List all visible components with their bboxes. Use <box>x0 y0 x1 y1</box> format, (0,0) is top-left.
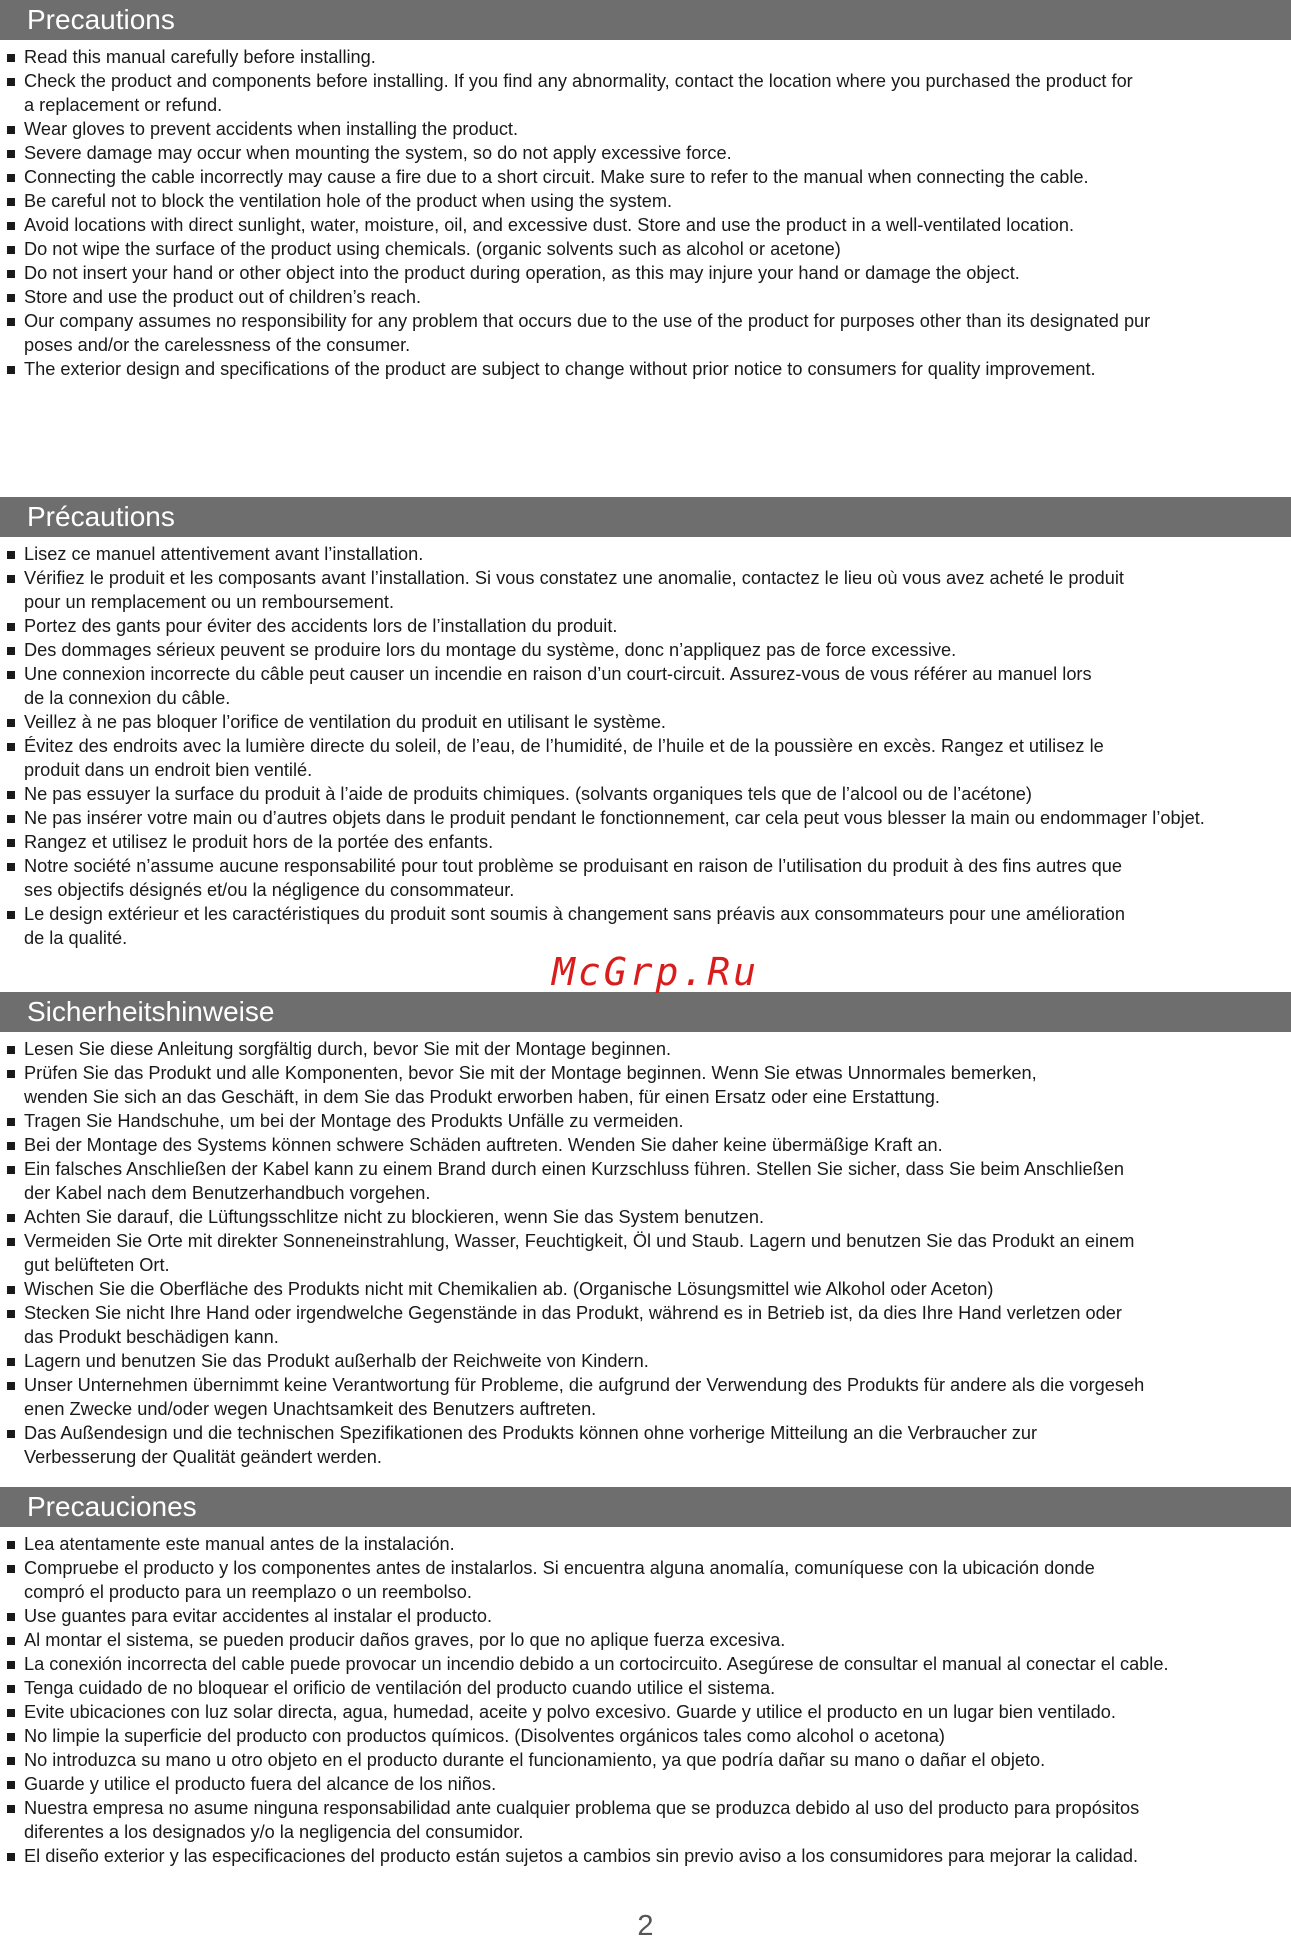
item-text: Achten Sie darauf, die Lüftungsschlitze nicht zu blockieren, wenn Sie das System benutzen. <box>24 1207 765 1227</box>
item-text: Guarde y utilice el producto fuera del alcance de los niños. <box>24 1774 497 1794</box>
item-text: Read this manual carefully before installing. <box>24 47 376 67</box>
list-item <box>0 782 1291 806</box>
item-text: Lesen Sie diese Anleitung sorgfältig durch, bevor Sie mit der Montage beginnen. <box>24 1039 672 1059</box>
bullet-square-icon <box>7 815 15 823</box>
list-item <box>0 710 1291 734</box>
item-text: Vérifiez le produit et les composants avant l’installation. Si vous constatez une anomalie, contactez le lieu où vous avez acheté le produit pour un remplacement ou un remboursement. <box>24 568 1124 612</box>
item-text: Rangez et utilisez le produit hors de la portée des enfants. <box>24 832 494 852</box>
item-text: Severe damage may occur when mounting the system, so do not apply excessive force. <box>24 143 732 163</box>
bullet-square-icon <box>7 671 15 679</box>
list-item <box>0 1748 1291 1772</box>
bullet-square-icon <box>7 1142 15 1150</box>
list-item <box>0 1652 1291 1676</box>
item-text: Ne pas insérer votre main ou d’autres objets dans le produit pendant le fonctionnement, car cela peut vous blesser la main ou endommager l’objet. <box>24 808 1205 828</box>
bullet-square-icon <box>7 743 15 751</box>
section-title: Précautions <box>0 497 1291 537</box>
item-text: Stecken Sie nicht Ihre Hand oder irgendwelche Gegenstände in das Produkt, während es in Betrieb ist, da dies Ihre Hand verletzen oder das Produkt beschädigen kann. <box>24 1303 1122 1347</box>
list-item <box>0 141 1291 165</box>
item-text: Al montar el sistema, se pueden producir daños graves, por lo que no aplique fuerza excesiva. <box>24 1630 786 1650</box>
bullet-square-icon <box>7 1757 15 1765</box>
bullet-square-icon <box>7 1661 15 1669</box>
section-precautions-es <box>0 1487 1291 1868</box>
bullet-square-icon <box>7 551 15 559</box>
bullet-square-icon <box>7 1685 15 1693</box>
bullet-square-icon <box>7 719 15 727</box>
bullet-square-icon <box>7 1214 15 1222</box>
item-text: Store and use the product out of children’s reach. <box>24 287 422 307</box>
list-item <box>0 1037 1291 1061</box>
list-item <box>0 734 1291 782</box>
list-item <box>0 1421 1291 1469</box>
list-item <box>0 806 1291 830</box>
section-precautions-fr <box>0 497 1291 950</box>
list-item <box>0 1373 1291 1421</box>
section-precautions-de <box>0 992 1291 1469</box>
item-text: Use guantes para evitar accidentes al instalar el producto. <box>24 1606 493 1626</box>
section-title: Sicherheitshinweise <box>0 992 1291 1032</box>
list-item <box>0 854 1291 902</box>
item-text: Lea atentamente este manual antes de la instalación. <box>24 1534 455 1554</box>
bullet-square-icon <box>7 270 15 278</box>
bullet-square-icon <box>7 78 15 86</box>
precautions-list <box>0 1037 1291 1469</box>
bullet-square-icon <box>7 54 15 62</box>
section-title: Precauciones <box>0 1487 1291 1527</box>
list-item <box>0 1700 1291 1724</box>
list-item <box>0 1628 1291 1652</box>
item-text: Une connexion incorrecte du câble peut causer un incendie en raison d’un court-circuit. Assurez-vous de vous référer au manuel lors de la connexion du câble. <box>24 664 1092 708</box>
list-item <box>0 1277 1291 1301</box>
list-item <box>0 261 1291 285</box>
list-item <box>0 45 1291 69</box>
item-text: Lisez ce manuel attentivement avant l’installation. <box>24 544 424 564</box>
list-item <box>0 1724 1291 1748</box>
list-item <box>0 69 1291 117</box>
bullet-square-icon <box>7 839 15 847</box>
item-text: Nuestra empresa no asume ninguna responsabilidad ante cualquier problema que se produzca debido al uso del producto para propósitos diferentes a los designados y/o la negligencia del consumidor. <box>24 1798 1140 1842</box>
item-text: Wear gloves to prevent accidents when installing the product. <box>24 119 519 139</box>
item-text: Tragen Sie Handschuhe, um bei der Montage des Produkts Unfälle zu vermeiden. <box>24 1111 684 1131</box>
bullet-square-icon <box>7 1310 15 1318</box>
bullet-square-icon <box>7 623 15 631</box>
list-item <box>0 902 1291 950</box>
item-text: Do not wipe the surface of the product using chemicals. (organic solvents such as alcohol or acetone) <box>24 239 841 259</box>
item-text: Ne pas essuyer la surface du produit à l’aide de produits chimiques. (solvants organiques tels que de l’alcool ou de l’acétone) <box>24 784 1032 804</box>
list-item <box>0 1229 1291 1277</box>
bullet-square-icon <box>7 863 15 871</box>
bullet-square-icon <box>7 911 15 919</box>
item-text: Veillez à ne pas bloquer l’orifice de ventilation du produit en utilisant le système. <box>24 712 666 732</box>
item-text: Le design extérieur et les caractéristiques du produit sont soumis à changement sans préavis aux consommateurs pour une amélioration de la qualité. <box>24 904 1125 948</box>
list-item <box>0 1061 1291 1109</box>
bullet-square-icon <box>7 246 15 254</box>
bullet-square-icon <box>7 126 15 134</box>
bullet-square-icon <box>7 222 15 230</box>
list-item <box>0 1157 1291 1205</box>
bullet-square-icon <box>7 575 15 583</box>
bullet-square-icon <box>7 647 15 655</box>
bullet-square-icon <box>7 1541 15 1549</box>
list-item <box>0 542 1291 566</box>
bullet-square-icon <box>7 1709 15 1717</box>
bullet-square-icon <box>7 1613 15 1621</box>
section-title: Precautions <box>0 0 1291 40</box>
bullet-square-icon <box>7 174 15 182</box>
list-item <box>0 117 1291 141</box>
item-text: The exterior design and specifications of the product are subject to change without prior notice to consumers for quality improvement. <box>24 359 1096 379</box>
list-item <box>0 1844 1291 1868</box>
watermark: McGrp.Ru <box>552 950 760 994</box>
bullet-square-icon <box>7 1046 15 1054</box>
item-text: Portez des gants pour éviter des accidents lors de l’installation du produit. <box>24 616 618 636</box>
bullet-square-icon <box>7 1166 15 1174</box>
bullet-square-icon <box>7 1118 15 1126</box>
precautions-list <box>0 45 1291 381</box>
item-text: Ein falsches Anschließen der Kabel kann zu einem Brand durch einen Kurzschluss führen. Stellen Sie sicher, dass Sie beim Anschließen der Kabel nach dem Benutzerhandbuch vorgehen. <box>24 1159 1124 1203</box>
list-item <box>0 357 1291 381</box>
list-item <box>0 614 1291 638</box>
item-text: No introduzca su mano u otro objeto en el producto durante el funcionamiento, ya que podría dañar su mano o dañar el objeto. <box>24 1750 1046 1770</box>
list-item <box>0 566 1291 614</box>
bullet-square-icon <box>7 1805 15 1813</box>
bullet-square-icon <box>7 1430 15 1438</box>
precautions-list <box>0 1532 1291 1868</box>
item-text: Our company assumes no responsibility for any problem that occurs due to the use of the product for purposes other than its designated pur poses and/or the carelessness of the consumer. <box>24 311 1151 355</box>
list-item <box>0 662 1291 710</box>
list-item <box>0 1556 1291 1604</box>
item-text: No limpie la superficie del producto con productos químicos. (Disolventes orgánicos tales como alcohol o acetona) <box>24 1726 945 1746</box>
list-item <box>0 1772 1291 1796</box>
list-item <box>0 165 1291 189</box>
list-item <box>0 1604 1291 1628</box>
item-text: Notre société n’assume aucune responsabilité pour tout problème se produisant en raison de l’utilisation du produit à des fins autres que ses objectifs désignés et/ou la négligence du consommateur. <box>24 856 1122 900</box>
item-text: Compruebe el producto y los componentes antes de instalarlos. Si encuentra alguna anomalía, comuníquese con la ubicación donde compró el producto para un reemplazo o un reembolso. <box>24 1558 1095 1602</box>
bullet-square-icon <box>7 366 15 374</box>
list-item <box>0 189 1291 213</box>
item-text: Des dommages sérieux peuvent se produire lors du montage du système, donc n’appliquez pas de force excessive. <box>24 640 957 660</box>
item-text: Lagern und benutzen Sie das Produkt außerhalb der Reichweite von Kindern. <box>24 1351 649 1371</box>
bullet-square-icon <box>7 198 15 206</box>
item-text: Check the product and components before installing. If you find any abnormality, contact the location where you purchased the product for a replacement or refund. <box>24 71 1133 115</box>
item-text: Évitez des endroits avec la lumière directe du soleil, de l’eau, de l’humidité, de l’huile et de la poussière en excès. Rangez et utilisez le produit dans un endroit bien ventilé. <box>24 736 1104 780</box>
item-text: Vermeiden Sie Orte mit direkter Sonneneinstrahlung, Wasser, Feuchtigkeit, Öl und Staub. Lagern und benutzen Sie das Produkt an einem gut belüfteten Ort. <box>24 1231 1135 1275</box>
item-text: Connecting the cable incorrectly may cause a fire due to a short circuit. Make sure to refer to the manual when connecting the cable. <box>24 167 1089 187</box>
bullet-square-icon <box>7 1238 15 1246</box>
bullet-square-icon <box>7 1565 15 1573</box>
list-item <box>0 213 1291 237</box>
list-item <box>0 830 1291 854</box>
list-item <box>0 1676 1291 1700</box>
item-text: Bei der Montage des Systems können schwere Schäden auftreten. Wenden Sie daher keine übermäßige Kraft an. <box>24 1135 943 1155</box>
item-text: Prüfen Sie das Produkt und alle Komponenten, bevor Sie mit der Montage beginnen. Wenn Sie etwas Unnormales bemerken, wenden Sie sich an das Geschäft, in dem Sie das Produkt erworben haben, für einen Ersatz oder eine Erstattung. <box>24 1063 1037 1107</box>
bullet-square-icon <box>7 1382 15 1390</box>
bullet-square-icon <box>7 1733 15 1741</box>
list-item <box>0 1133 1291 1157</box>
bullet-square-icon <box>7 1637 15 1645</box>
precautions-list <box>0 542 1291 950</box>
list-item <box>0 1109 1291 1133</box>
item-text: Das Außendesign und die technischen Spezifikationen des Produkts können ohne vorherige Mitteilung an die Verbraucher zur Verbesserung der Qualität geändert werden. <box>24 1423 1038 1467</box>
bullet-square-icon <box>7 318 15 326</box>
bullet-square-icon <box>7 1781 15 1789</box>
bullet-square-icon <box>7 150 15 158</box>
list-item <box>0 309 1291 357</box>
item-text: Be careful not to block the ventilation hole of the product when using the system. <box>24 191 673 211</box>
list-item <box>0 638 1291 662</box>
bullet-square-icon <box>7 1853 15 1861</box>
list-item <box>0 1349 1291 1373</box>
item-text: Evite ubicaciones con luz solar directa, agua, humedad, aceite y polvo excesivo. Guarde y utilice el producto en un lugar bien ventilado. <box>24 1702 1116 1722</box>
bullet-square-icon <box>7 1070 15 1078</box>
list-item <box>0 285 1291 309</box>
item-text: El diseño exterior y las especificaciones del producto están sujetos a cambios sin previo aviso a los consumidores para mejorar la calidad. <box>24 1846 1139 1866</box>
list-item <box>0 1532 1291 1556</box>
section-precautions-en <box>0 0 1291 381</box>
list-item <box>0 237 1291 261</box>
bullet-square-icon <box>7 294 15 302</box>
item-text: Do not insert your hand or other object into the product during operation, as this may injure your hand or damage the object. <box>24 263 1020 283</box>
item-text: Tenga cuidado de no bloquear el orificio de ventilación del producto cuando utilice el sistema. <box>24 1678 776 1698</box>
item-text: La conexión incorrecta del cable puede provocar un incendio debido a un cortocircuito. Asegúrese de consultar el manual al conectar el cable. <box>24 1654 1169 1674</box>
bullet-square-icon <box>7 791 15 799</box>
page-number: 2 <box>637 1910 654 1942</box>
item-text: Unser Unternehmen übernimmt keine Verantwortung für Probleme, die aufgrund der Verwendung des Produkts für andere als die vorgeseh enen Zwecke und/oder wegen Unachtsamkeit des Benutzers auftreten. <box>24 1375 1145 1419</box>
list-item <box>0 1796 1291 1844</box>
bullet-square-icon <box>7 1358 15 1366</box>
list-item <box>0 1301 1291 1349</box>
list-item <box>0 1205 1291 1229</box>
item-text: Avoid locations with direct sunlight, water, moisture, oil, and excessive dust. Store and use the product in a well-ventilated location. <box>24 215 1075 235</box>
bullet-square-icon <box>7 1286 15 1294</box>
item-text: Wischen Sie die Oberfläche des Produkts nicht mit Chemikalien ab. (Organische Lösungsmittel wie Alkohol oder Aceton) <box>24 1279 994 1299</box>
